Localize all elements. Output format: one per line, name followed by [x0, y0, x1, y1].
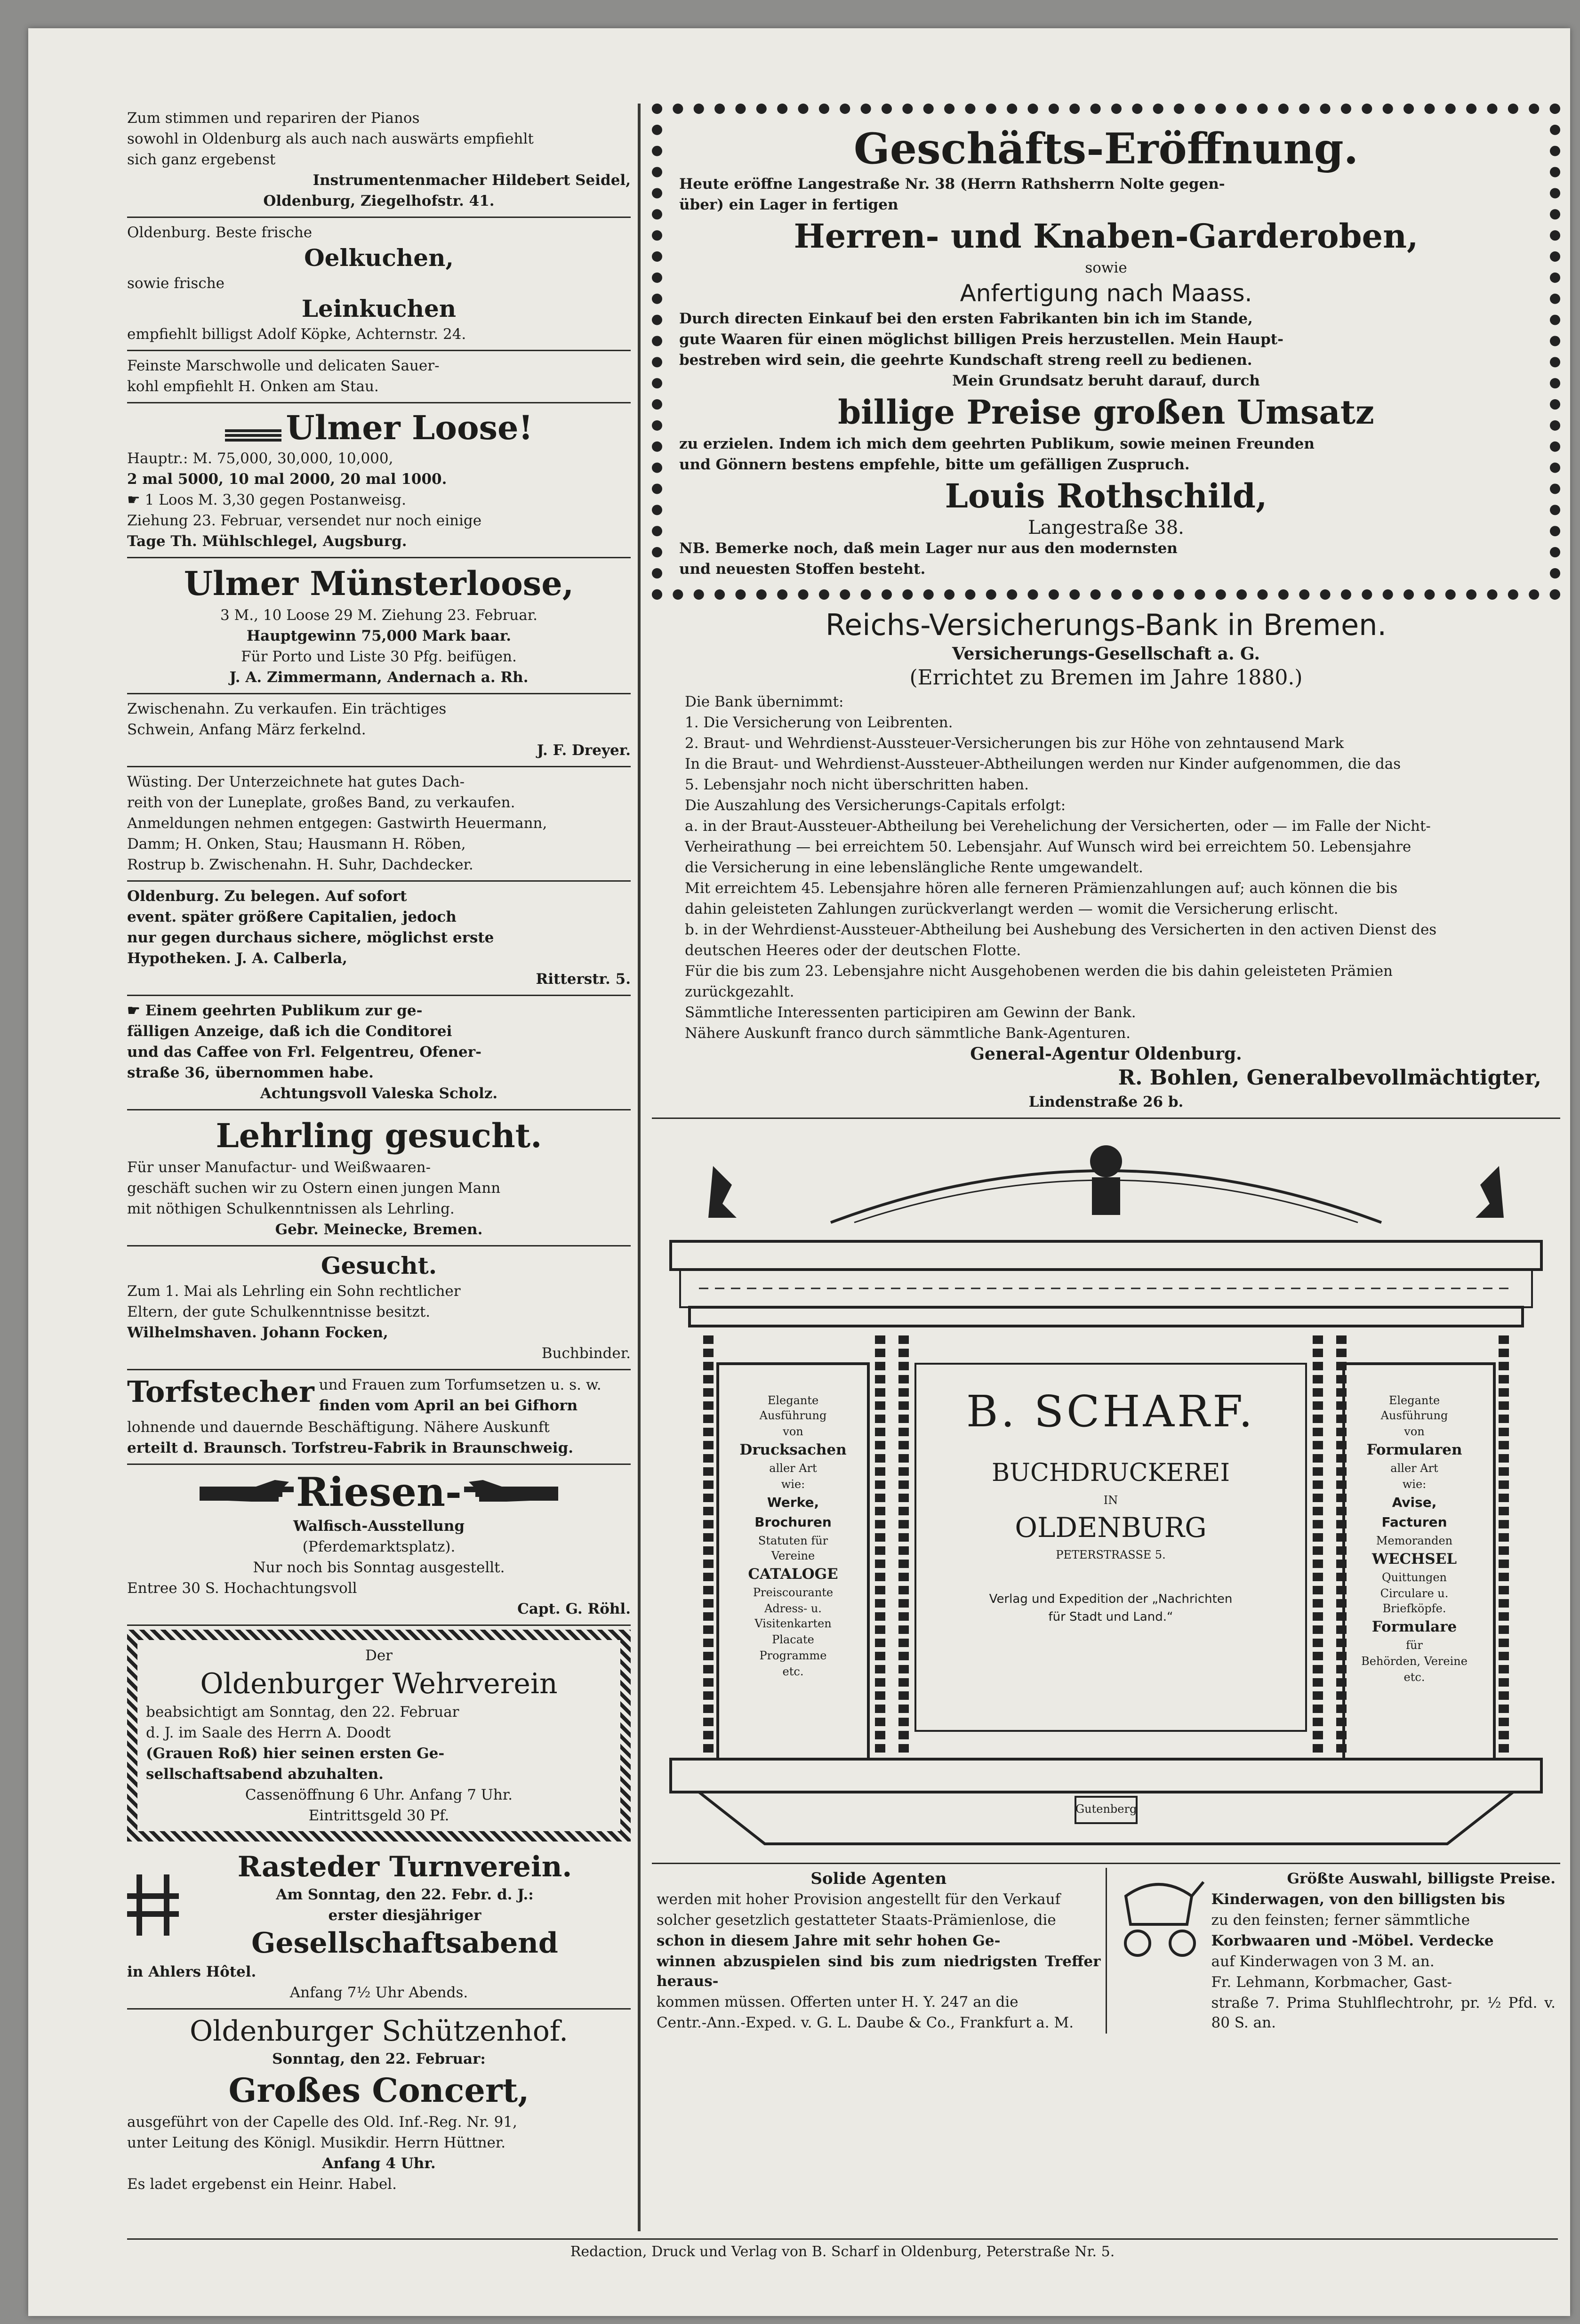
text-line: PETERSTRASSE 5. [1056, 1548, 1166, 1561]
text-line: aller Art [1390, 1462, 1438, 1475]
ad-versicherungs-bank [652, 603, 1560, 1119]
ad-headline: Rasteder Turnverein. [237, 1850, 572, 1883]
text-line: Ritterstr. 5. [536, 971, 631, 988]
text-line: nur gegen durchaus sichere, möglichst erste [127, 929, 494, 946]
text-line: Kinderwagen, von den billigsten bis [1211, 1891, 1505, 1908]
text-line: WECHSEL [1371, 1551, 1457, 1568]
text-line: über) ein Lager in fertigen [679, 196, 898, 213]
text-line: Mein Grundsatz beruht darauf, durch [952, 372, 1260, 389]
text-line: werden mit hoher Provision angestellt für den Verkauf [657, 1891, 1061, 1908]
text-line: IN [1103, 1494, 1118, 1507]
text-line: Sonntag, den 22. Februar: [272, 2051, 486, 2067]
text-line: Formularen [1366, 1441, 1462, 1458]
ad-headline: Herren- und Knaben-Garderoben, [794, 217, 1419, 256]
text-line: empfiehlt billigst Adolf Köpke, Achternstr. 24. [127, 326, 466, 343]
ad-headline: Torfstecher [127, 1375, 314, 1409]
text-line: dahin geleisteten Zahlungen zurückverlangt werden — womit die Versicherung erlischt. [685, 901, 1339, 917]
ad-oelkuchen [127, 218, 631, 351]
text-line: Für die bis zum 23. Lebensjahre nicht Ausgehobenen werden die bis dahin geleisteten Prämien [685, 963, 1393, 980]
text-line: Zum 1. Mai als Lehrling ein Sohn rechtlicher [127, 1283, 461, 1300]
text-line: Für unser Manufactur- und Weißwaaren- [127, 1159, 431, 1176]
text-line: solcher gesetzlich gestatteter Staats-Prämienlose, die [657, 1912, 1056, 1929]
text-line: 3 M., 10 Loose 29 M. Ziehung 23. Februar. [220, 607, 538, 624]
text-line: in Ahlers Hôtel. [127, 1963, 257, 1980]
column-rule [638, 104, 641, 2231]
text-line: Zwischenahn. Zu verkaufen. Ein trächtiges [127, 700, 447, 717]
text-line: sowie frische [127, 275, 225, 292]
ad-headline: Leinkuchen [301, 295, 457, 322]
text-line: sellschaftsabend abzuhalten. [146, 1766, 384, 1783]
text-line: sowie [1085, 259, 1127, 276]
text-line: Werke, Brochuren [754, 1495, 832, 1530]
text-line: event. später größere Capitalien, jedoch [127, 909, 457, 925]
scharf-left-panel [737, 1392, 850, 1680]
ad-solide-agenten [652, 1868, 1106, 2034]
text-line: b. in der Wehrdienst-Aussteuer-Abtheilung bei Aushebung des Versicherten in den activen Dienst des [685, 921, 1437, 938]
text-line: d. J. im Saale des Herrn A. Doodt [146, 1724, 391, 1741]
text-line: Formulare [1371, 1618, 1457, 1635]
text-line: wie: [781, 1478, 805, 1491]
pram-illustration [1112, 1868, 1206, 1962]
ad-ulmer-loose [127, 403, 631, 558]
ad-headline: Oelkuchen, [304, 244, 454, 272]
ad-headline: Oldenburger Wehrverein [200, 1667, 558, 1700]
text-line: 2. Braut- und Wehrdienst-Aussteuer-Versicherungen bis zur Höhe von zehntausend Mark [685, 735, 1344, 752]
text-line: OLDENBURG [1015, 1512, 1207, 1544]
text-line: Langestraße 38. [1028, 517, 1184, 539]
text-line: fälligen Anzeige, daß ich die Conditorei [127, 1023, 452, 1040]
text-line: CATALOGE [748, 1566, 838, 1583]
ad-turnverein [127, 1845, 631, 2010]
pointing-hand-icon: ☛ [127, 491, 140, 508]
text-line: Durch directen Einkauf bei den ersten Fabrikanten bin ich im Stande, [679, 310, 1253, 327]
text-line: Korbwaaren und -Möbel. Verdecke [1211, 1932, 1494, 1949]
text-line: Hauptgewinn 75,000 Mark baar. [246, 627, 512, 644]
text-line: und Frauen zum Torfumsetzen u. s. w. [319, 1376, 602, 1393]
text-line: etc. [1404, 1671, 1425, 1684]
newspaper-page [28, 28, 1570, 2316]
text-line: die Versicherung in eine lebenslängliche Rente umgewandelt. [685, 859, 1143, 876]
scharf-right-panel [1358, 1392, 1471, 1686]
text-line: Buchbinder. [541, 1345, 631, 1362]
ad-headline: Oldenburger Schützenhof. [189, 2015, 569, 2048]
ad-headline: Anfertigung nach Maass. [960, 280, 1252, 307]
text-line: Tage Th. Mühlschlegel, Augsburg. [127, 533, 407, 550]
ad-headline: Gesellschaftsabend [251, 1927, 558, 1960]
text-line: Für Porto und Liste 30 Pfg. beifügen. [241, 648, 517, 665]
text-line: von [1404, 1425, 1425, 1438]
text-line: General-Agentur Oldenburg. [970, 1044, 1242, 1064]
text-line: straße 36, übernommen habe. [127, 1064, 374, 1081]
text-line: lohnende und dauernde Beschäftigung. Nähere Auskunft [127, 1419, 550, 1436]
text-line: zurückgezahlt. [685, 983, 794, 1000]
right-column [652, 104, 1560, 2236]
text-line: bestreben wird sein, die geehrte Kundschaft streng reell zu bedienen. [679, 352, 1252, 369]
text-line: Nähere Auskunft franco durch sämmtliche Bank-Agenturen. [685, 1025, 1131, 1042]
text-line: Entree 30 S. Hochachtungsvoll [127, 1580, 357, 1597]
text-line: Memoranden [1376, 1534, 1453, 1547]
text-line: und Gönnern bestens empfehle, bitte um gefälligen Zuspruch. [679, 456, 1190, 473]
text-line: Sämmtliche Interessenten participiren am Gewinn der Bank. [685, 1004, 1136, 1021]
ad-headline: Ulmer Loose! [286, 408, 533, 447]
text-line: reith von der Luneplate, großes Band, zu verkaufen. [127, 794, 515, 811]
ad-conditorei [127, 996, 631, 1110]
text-line: Walfisch-Ausstellung [293, 1518, 465, 1535]
text-line: Elegante Ausführung [1380, 1394, 1448, 1422]
text-line: aller Art [769, 1462, 817, 1475]
text-line: Schwein, Anfang März ferkelnd. [127, 721, 366, 738]
text-line: Zum stimmen und repariren der Pianos [127, 110, 420, 127]
ad-kinderwagen [1106, 1868, 1561, 2034]
text-line: Wüsting. Der Unterzeichnete hat gutes Dach- [127, 773, 465, 790]
ad-headline: Louis Rothschild, [945, 476, 1267, 515]
text-line: für [1406, 1639, 1423, 1652]
ad-lehrling [127, 1110, 631, 1246]
ad-piano [127, 104, 631, 218]
text-line: Rostrup b. Zwischenahn. H. Suhr, Dachdecker. [127, 856, 473, 873]
text-line: geschäft suchen wir zu Ostern einen jungen Mann [127, 1180, 501, 1197]
text-line: Adress- u. Visitenkarten [754, 1602, 832, 1630]
text-line: Eintrittsgeld 30 Pf. [308, 1807, 449, 1824]
text-line: und das Caffee von Frl. Felgentreu, Ofener- [127, 1044, 481, 1061]
text-line: Gebr. Meinecke, Bremen. [275, 1221, 483, 1238]
ad-torfstecher [127, 1370, 631, 1465]
ad-muensterloose [127, 558, 631, 694]
text-line: Gutenberg [1075, 1802, 1137, 1816]
ad-marschwolle [127, 351, 631, 403]
ad-headline: Gesucht. [321, 1252, 437, 1279]
riesen-headline-row [127, 1469, 631, 1515]
ad-headline: Riesen- [296, 1469, 462, 1515]
text-line: unter Leitung des Königl. Musikdir. Herrn Hüttner. [127, 2134, 506, 2151]
kinderwagen-text [1211, 1868, 1556, 2034]
text-line: Drucksachen [739, 1441, 847, 1458]
ad-headline: Ulmer Münsterloose, [184, 564, 574, 603]
text-line-row [127, 1001, 631, 1021]
ad-schwein [127, 694, 631, 767]
text-line: Es ladet ergebenst ein Heinr. Habel. [127, 2176, 397, 2193]
text-line: In die Braut- und Wehrdienst-Aussteuer-Abtheilungen werden nur Kinder aufgenommen, die das [685, 756, 1401, 772]
text-line: wie: [1402, 1478, 1427, 1491]
text-line-row [127, 490, 631, 510]
text-line: schon in diesem Jahre mit sehr hohen Ge- [657, 1932, 1001, 1949]
text-line: (Pferdemarktsplatz). [302, 1538, 456, 1555]
ad-wehrverein [127, 1630, 631, 1842]
text-line: Versicherungs-Gesellschaft a. G. [952, 644, 1260, 664]
text-line: Größte Auswahl, billigste Preise. [1287, 1870, 1556, 1887]
text-line: 5. Lebensjahr noch nicht überschritten haben. [685, 776, 1029, 793]
scharf-center-panel [918, 1383, 1304, 1626]
text-line: Eltern, der gute Schulkenntnisse besitzt. [127, 1303, 431, 1320]
imprint-footer: Redaction, Druck und Verlag von B. Scharf in Oldenburg, Peterstraße Nr. 5. [127, 2238, 1558, 2260]
text-line: winnen abzuspielen sind bis zum niedrigsten Treffer heraus- [657, 1953, 1101, 1990]
text-line: deutschen Heeres oder der deutschen Flotte. [685, 942, 1021, 959]
text-line: kohl empfiehlt H. Onken am Stau. [127, 378, 379, 395]
text-line: kommen müssen. Offerten unter H. Y. 247 an die [657, 1994, 1019, 2010]
text-line: für Stadt und Land.“ [1048, 1610, 1173, 1624]
text-line: (Grauen Roß) hier seinen ersten Ge- [146, 1745, 445, 1762]
text-line: straße 7. Prima Stuhlflechtrohr, pr. ½ Pfd. v. 80 S. an. [1211, 1994, 1556, 2031]
text-line: Der [365, 1647, 393, 1664]
text-line: gute Waaren für einen möglichst billigen Preis herzustellen. Mein Haupt- [679, 331, 1283, 348]
text-line: ausgeführt von der Capelle des Old. Inf.-Reg. Nr. 91, [127, 2114, 517, 2131]
text-line: Instrumentenmacher Hildebert Seidel, [313, 172, 631, 189]
text-line: zu erzielen. Indem ich mich dem geehrten Publikum, sowie meinen Freunden [679, 435, 1315, 452]
ad-capitalien [127, 882, 631, 996]
text-line: Heute eröffne Langestraße Nr. 38 (Herrn Rathsherrn Nolte gegen- [679, 176, 1225, 193]
torf-row [127, 1374, 631, 1416]
text-line: Ziehung 23. Februar, versendet nur noch einige [127, 512, 482, 529]
ad-headline: billige Preise großen Umsatz [838, 393, 1374, 432]
text-line: a. in der Braut-Aussteuer-Abtheilung bei Verehelichung der Versicherten, oder — im Falle der Nicht- [685, 818, 1431, 835]
text-line: Verlag und Expedition der „Nachrichten [989, 1592, 1233, 1606]
ad-riesen-walfisch [127, 1465, 631, 1626]
text-line: J. F. Dreyer. [537, 742, 631, 759]
text-line: Quittungen [1381, 1571, 1447, 1584]
text-line: BUCHDRUCKEREI [991, 1459, 1230, 1487]
text-line: Die Bank übernimmt: [685, 693, 844, 710]
pointing-hand-icon [200, 1478, 294, 1506]
text-line: Hauptr.: M. 75,000, 30,000, 10,000, [127, 450, 393, 467]
ad-headline: Großes Concert, [228, 2071, 529, 2110]
ad-buchdruckerei-scharf [652, 1128, 1560, 1863]
text-line: zu den feinsten; ferner sämmtliche [1211, 1912, 1470, 1929]
text-line: von [783, 1425, 803, 1438]
text-line: 2 mal 5000, 10 mal 2000, 20 mal 1000. [127, 471, 447, 488]
text-line: Verheirathung — bei erreichtem 50. Lebensjahr. Auf Wunsch wird bei erreichtem 50. Lebensjahre [685, 838, 1412, 855]
text-line: Hypotheken. J. A. Calberla, [127, 950, 347, 967]
pointing-hand-icon: ☛ [127, 1002, 140, 1019]
text-line: Wilhelmshaven. Johann Focken, [127, 1324, 388, 1341]
ad-headline: Reichs-Versicherungs-Bank in Bremen. [825, 608, 1387, 642]
text-line: Damm; H. Onken, Stau; Hausmann H. Röben, [127, 836, 466, 852]
ad-headline: Geschäfts-Eröffnung. [853, 124, 1359, 174]
ad-headline-row [127, 408, 631, 448]
text-line: Oldenburg. Zu belegen. Auf sofort [127, 888, 407, 905]
text-line: Programme [759, 1649, 827, 1662]
text-line: beabsichtigt am Sonntag, den 22. Februar [146, 1704, 459, 1721]
turnverein-row [127, 1849, 631, 1961]
text-line: J. A. Zimmermann, Andernach a. Rh. [229, 669, 529, 686]
left-column [127, 104, 631, 2236]
text-line: und neuesten Stoffen besteht. [679, 561, 926, 578]
text-line: Preiscourante [753, 1586, 834, 1599]
text-line: sich ganz ergebenst [127, 151, 276, 168]
text-line: (Errichtet zu Bremen im Jahre 1880.) [909, 666, 1303, 690]
text-line: R. Bohlen, Generalbevollmächtigter, [1118, 1066, 1541, 1090]
text-line: 1. Die Versicherung von Leibrenten. [685, 714, 953, 731]
ad-headline: Solide Agenten [810, 1869, 947, 1888]
text-line: Nur noch bis Sonntag ausgestellt. [253, 1559, 505, 1576]
text-line: Statuten für Vereine [758, 1534, 828, 1562]
text-line: Placate [772, 1633, 814, 1646]
text-line: sowohl in Oldenburg als auch nach auswärts empfiehlt [127, 130, 534, 147]
pointing-hand-icon [464, 1478, 558, 1506]
ad-wuesting [127, 767, 631, 882]
gutenberg-plaque [1075, 1801, 1137, 1817]
text-line: Anfang 4 Uhr. [322, 2155, 436, 2172]
text-line: Lindenstraße 26 b. [1028, 1094, 1184, 1110]
text-line: Feinste Marschwolle und delicaten Sauer- [127, 357, 440, 374]
text-line: NB. Bemerke noch, daß mein Lager nur aus den modernsten [679, 540, 1178, 557]
text-line: Achtungsvoll Valeska Scholz. [260, 1085, 498, 1102]
firm-name: B. SCHARF. [966, 1386, 1256, 1437]
text-line: finden vom April an bei Gifhorn [319, 1397, 578, 1414]
text-line: etc. [782, 1665, 804, 1678]
text-line: erteilt d. Braunsch. Torfstreu-Fabrik in Braunschweig. [127, 1439, 574, 1456]
text-line: Elegante Ausführung [759, 1394, 827, 1422]
text-line: Fr. Lehmann, Korbmacher, Gast- [1211, 1974, 1452, 1991]
text-line: Behörden, Vereine [1361, 1655, 1468, 1668]
turnverein-text [179, 1849, 631, 1961]
rule-ornament [225, 429, 281, 442]
bank-body [652, 692, 1560, 1043]
turner-cross-icon [127, 1870, 179, 1940]
text-line: Oldenburg, Ziegelhofstr. 41. [263, 193, 495, 209]
ad-geschaefts-eroeffnung [652, 104, 1560, 600]
text-line: Die Auszahlung des Versicherungs-Capitals erfolgt: [685, 797, 1066, 814]
text-line: Centr.-Ann.-Exped. v. G. L. Daube & Co., Frankfurt a. M. [657, 2014, 1074, 2031]
ad-gesucht [127, 1246, 631, 1370]
ad-headline: Lehrling gesucht. [216, 1116, 542, 1155]
text-line: Oldenburg. Beste frische [127, 224, 313, 241]
text-line: auf Kinderwagen von 3 M. an. [1211, 1953, 1435, 1970]
text-line: Avise, Facturen [1381, 1495, 1447, 1530]
text-line: mit nöthigen Schulkenntnissen als Lehrling. [127, 1200, 455, 1217]
text-line: Capt. G. Röhl. [517, 1600, 631, 1617]
text-line: Am Sonntag, den 22. Febr. d. J.: [276, 1886, 534, 1903]
text-line: Einem geehrten Publikum zur ge- [145, 1002, 423, 1019]
text-line: Anmeldungen nehmen entgegen: Gastwirth Heuermann, [127, 815, 547, 832]
torf-side-text [319, 1374, 602, 1416]
text-line: erster diesjähriger [328, 1907, 481, 1924]
text-line: Circulare u. Briefköpfe. [1380, 1587, 1449, 1615]
text-line: Mit erreichtem 45. Lebensjahre hören alle ferneren Prämienzahlungen auf; auch können die bis [685, 880, 1398, 897]
text-line: 1 Loos M. 3,30 gegen Postanweisg. [144, 491, 406, 508]
text-line: Cassenöffnung 6 Uhr. Anfang 7 Uhr. [245, 1786, 513, 1803]
text-line: Anfang 7½ Uhr Abends. [289, 1984, 468, 2001]
ad-schuetzenhof [127, 2010, 631, 2200]
bottom-ads-row [652, 1863, 1560, 2034]
